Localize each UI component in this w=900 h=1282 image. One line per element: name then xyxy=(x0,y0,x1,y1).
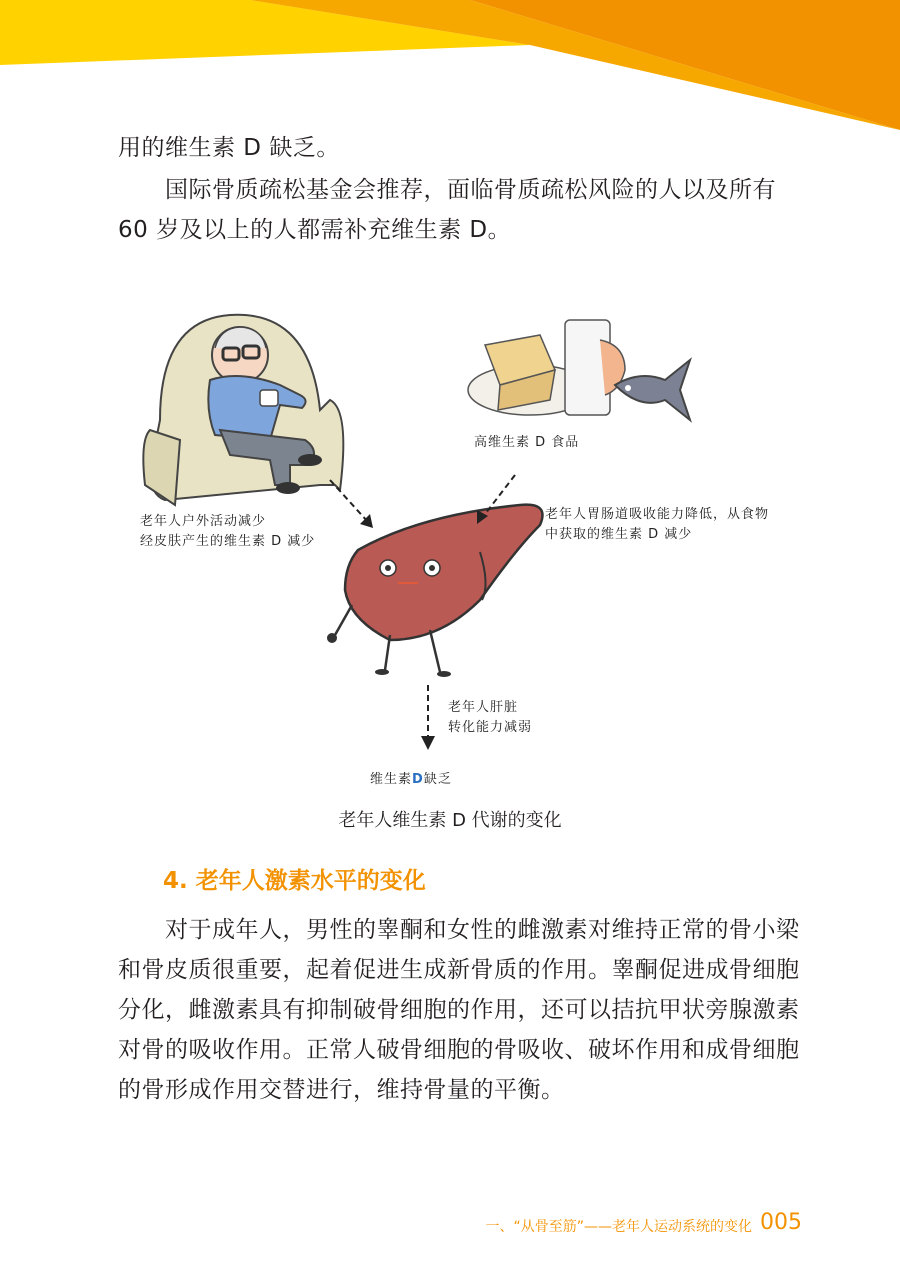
paragraph-1: 用的维生素 D 缺乏。 xyxy=(118,135,340,161)
label-outdoor-line-1: 老年人户外活动减少 xyxy=(140,514,267,529)
label-high-vitamin-d-food: 高维生素 D 食品 xyxy=(474,435,580,450)
figure-caption: 老年人维生素 D 代谢的变化 xyxy=(338,810,562,831)
vitamin-d-figure xyxy=(120,300,820,800)
section-heading: 4. 老年人激素水平的变化 xyxy=(163,868,426,894)
footer-chapter-title: 一、“从骨至筋”——老年人运动系统的变化 xyxy=(485,1219,752,1235)
label-outdoor-line-2: 经皮肤产生的维生素 D 减少 xyxy=(140,534,316,549)
food-illustration xyxy=(468,320,690,420)
label-gut-line-2: 中获取的维生素 D 减少 xyxy=(545,527,693,542)
paragraph-2: 国际骨质疏松基金会推荐，面临骨质疏松风险的人以及所有 60 岁及以上的人都需补充维生素 D。 xyxy=(118,177,776,243)
label-gut-line-1: 老年人胃肠道吸收能力降低，从食物 xyxy=(545,507,770,522)
page-number: 005 xyxy=(760,1210,802,1235)
label-liver-line-1: 老年人肝脏 xyxy=(448,700,519,715)
label-liver-line-2: 转化能力减弱 xyxy=(448,720,533,735)
liver-illustration xyxy=(327,505,543,677)
label-result-post: 缺乏 xyxy=(423,772,452,787)
label-result-pre: 维生素 xyxy=(370,772,413,787)
label-vitamin-d-deficiency xyxy=(370,770,452,790)
top-banner xyxy=(0,0,900,130)
paragraph-3: 对于成年人，男性的睾酮和女性的雌激素对维持正常的骨小梁和骨皮质很重要，起着促进生成新骨质的作用。睾酮促进成骨细胞分化，雌激素具有抑制破骨细胞的作用，还可以拮抗甲状旁腺激素对骨的吸收作用。正常人破骨细胞的骨吸收、破坏作用和成骨细胞的骨形成作用交替进行，维持骨量的平衡。 xyxy=(118,917,800,1103)
label-result-d: D xyxy=(412,772,424,787)
